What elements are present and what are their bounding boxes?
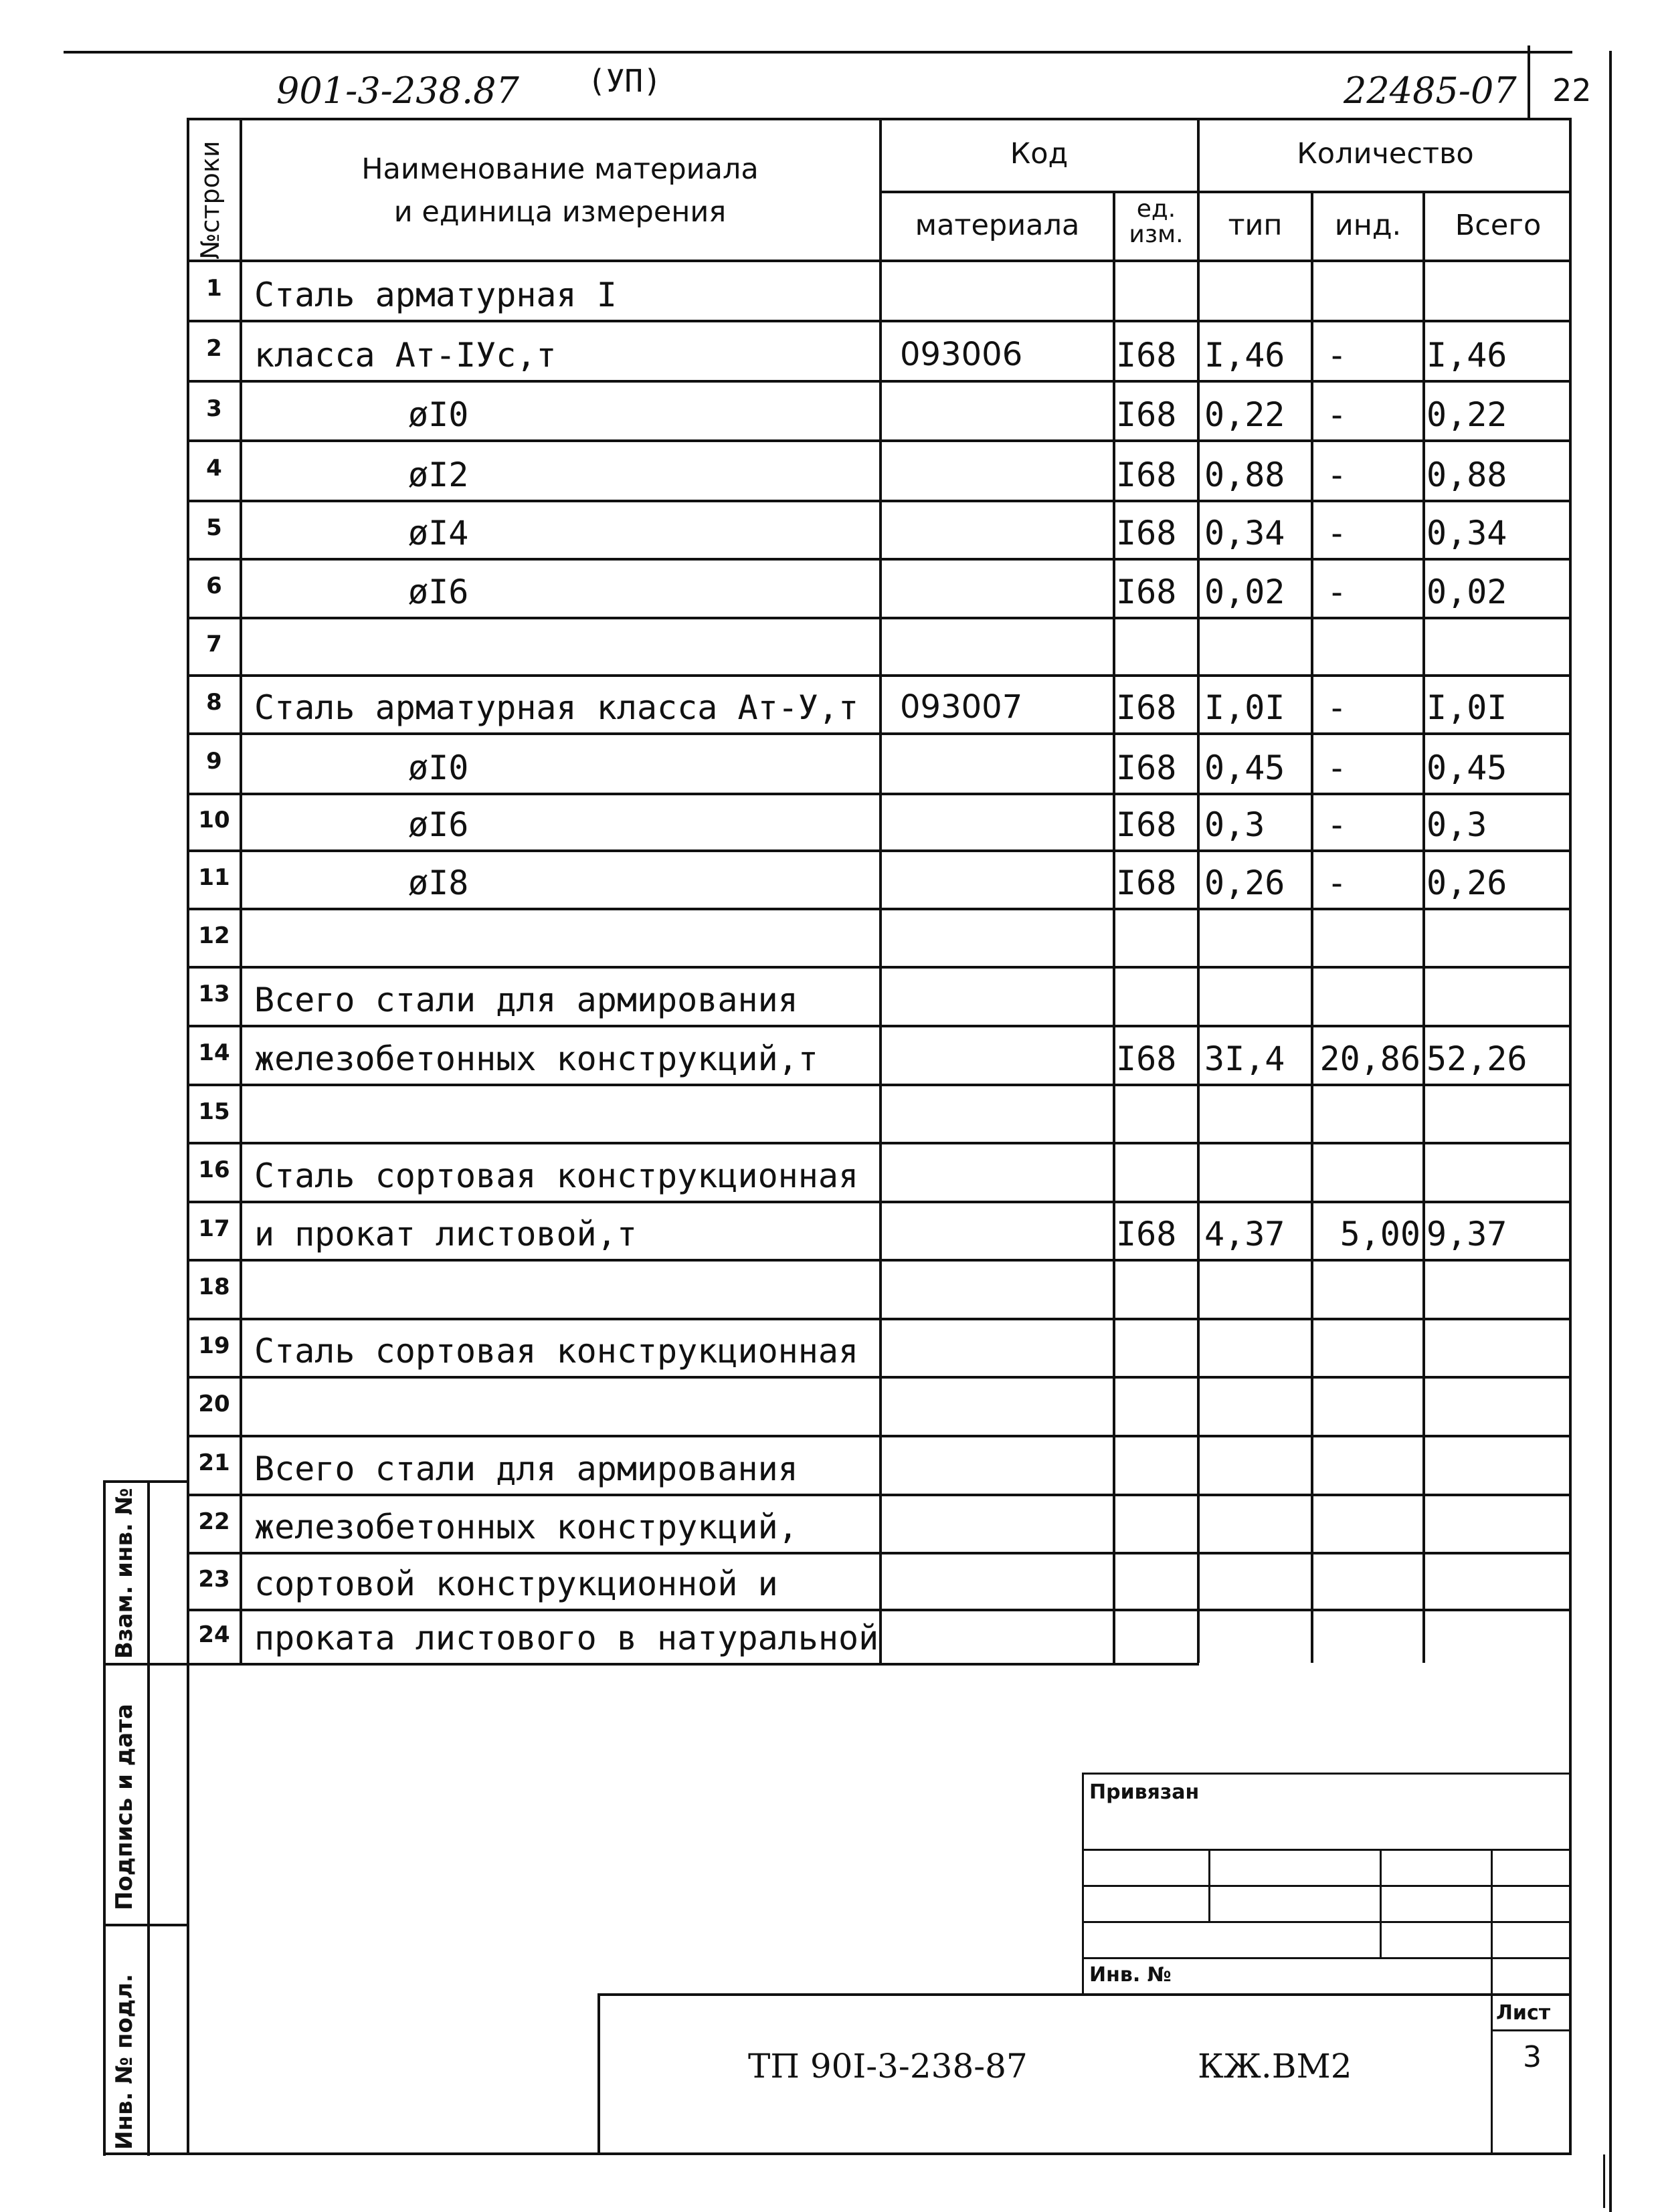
row-qty-ind: - bbox=[1327, 456, 1348, 494]
row-name: øI4 bbox=[408, 514, 469, 552]
header-qty-total: Всего bbox=[1455, 209, 1542, 242]
tb-doc-mark: КЖ.ВМ2 bbox=[1198, 2047, 1352, 2086]
row-line bbox=[187, 1435, 1572, 1437]
row-line bbox=[187, 849, 1572, 852]
row-name: сортовой конструкционной и bbox=[254, 1565, 778, 1603]
row-qty-total: 0,45 bbox=[1426, 748, 1507, 787]
row-unit-code: I68 bbox=[1116, 1215, 1177, 1253]
header-qty-ind: инд. bbox=[1334, 209, 1402, 242]
outer-right-line bbox=[1609, 51, 1612, 2212]
row-qty-type: 0,22 bbox=[1204, 395, 1285, 434]
row-qty-type: 0,02 bbox=[1204, 573, 1285, 611]
row-line bbox=[187, 1494, 1572, 1496]
row-number: 4 bbox=[206, 455, 222, 482]
row-qty-ind: - bbox=[1327, 748, 1348, 787]
row-number: 15 bbox=[198, 1098, 230, 1125]
row-name: и прокат листовой,т bbox=[254, 1215, 637, 1253]
col-divider-mat bbox=[1113, 191, 1115, 1663]
row-unit-code: I68 bbox=[1116, 336, 1177, 375]
row-qty-ind: - bbox=[1327, 514, 1348, 552]
row-name: øI6 bbox=[408, 805, 469, 844]
row-line bbox=[187, 500, 1572, 502]
row-line bbox=[187, 1318, 1572, 1320]
row-unit-code: I68 bbox=[1116, 864, 1177, 902]
tb-top-line bbox=[1082, 1773, 1572, 1775]
row-number: 2 bbox=[206, 335, 222, 362]
row-qty-total: 0,26 bbox=[1426, 864, 1507, 902]
row-line bbox=[187, 732, 1572, 735]
row-number: 7 bbox=[206, 631, 222, 658]
row-qty-type: 0,3 bbox=[1204, 805, 1265, 844]
tb-list-no: 3 bbox=[1523, 2040, 1542, 2074]
row-qty-total: 9,37 bbox=[1426, 1215, 1507, 1253]
row-qty-total: 0,3 bbox=[1426, 805, 1487, 844]
row-qty-type: 3I,4 bbox=[1204, 1039, 1285, 1078]
row-number: 11 bbox=[198, 864, 230, 891]
row-line bbox=[187, 908, 1572, 910]
row-material-code: 093007 bbox=[900, 688, 1023, 726]
row-unit-code: I68 bbox=[1116, 573, 1177, 611]
header-name-line1: Наименование материала bbox=[361, 153, 759, 186]
tb-inv-no: Инв. № bbox=[1089, 1963, 1172, 1987]
row-number: 8 bbox=[206, 688, 222, 716]
tb-vline-2 bbox=[1380, 1849, 1382, 1957]
row-line bbox=[187, 1663, 1199, 1666]
header-code-unit-1: ед. bbox=[1136, 195, 1176, 223]
row-line bbox=[187, 380, 1572, 383]
row-number: 1 bbox=[206, 275, 222, 302]
row-qty-type: 4,37 bbox=[1204, 1215, 1285, 1253]
row-number: 6 bbox=[206, 573, 222, 599]
header-code-unit-2: изм. bbox=[1129, 221, 1184, 248]
tb-line-4 bbox=[1082, 1957, 1572, 1959]
row-number: 22 bbox=[198, 1508, 230, 1535]
tb-list-line bbox=[1491, 2029, 1572, 2031]
tb-left-line bbox=[1082, 1773, 1084, 1993]
header-row-number: №строки bbox=[195, 140, 225, 260]
header-code: Код bbox=[1010, 137, 1069, 171]
sheet-no-divider bbox=[1528, 45, 1530, 118]
header-left-code: 901-3-238.87 bbox=[276, 70, 519, 112]
table-left-border bbox=[187, 118, 189, 2154]
row-name: øI6 bbox=[408, 573, 469, 611]
row-number: 24 bbox=[198, 1621, 230, 1648]
row-qty-ind: 20,86 bbox=[1319, 1039, 1420, 1078]
tb-privyazan: Привязан bbox=[1089, 1781, 1200, 1804]
row-qty-type: 0,88 bbox=[1204, 456, 1285, 494]
row-qty-total: 0,88 bbox=[1426, 456, 1507, 494]
stamp-top-line bbox=[103, 1480, 189, 1483]
header-sheet-no: 22 bbox=[1552, 72, 1592, 108]
row-line bbox=[187, 793, 1572, 795]
header-qty-type: тип bbox=[1228, 209, 1283, 242]
row-line bbox=[187, 617, 1572, 619]
row-line bbox=[187, 1259, 1572, 1262]
row-qty-type: I,46 bbox=[1204, 336, 1285, 375]
row-unit-code: I68 bbox=[1116, 456, 1177, 494]
row-material-code: 093006 bbox=[900, 336, 1023, 373]
row-number: 10 bbox=[198, 806, 230, 833]
row-line bbox=[187, 439, 1572, 442]
row-qty-ind: - bbox=[1327, 805, 1348, 844]
row-name: Всего стали для армирования bbox=[254, 1449, 798, 1488]
header-bottom-line bbox=[187, 260, 1572, 262]
header-name-line2: и единица измерения bbox=[393, 195, 727, 229]
row-number: 9 bbox=[206, 748, 222, 775]
col-divider-name bbox=[879, 118, 882, 1663]
row-line bbox=[187, 1376, 1572, 1379]
row-number: 12 bbox=[198, 922, 230, 949]
top-border bbox=[64, 51, 1572, 54]
row-qty-ind: - bbox=[1327, 864, 1348, 902]
row-name: проката листового в натуральной bbox=[254, 1619, 879, 1657]
row-name: Сталь арматурная класса Ат-У,т bbox=[254, 688, 859, 727]
row-qty-type: I,0I bbox=[1204, 688, 1285, 727]
tb-line-1 bbox=[1082, 1849, 1572, 1851]
row-name: класса Ат-IУс,т bbox=[254, 336, 557, 375]
tb-main-top bbox=[597, 1993, 1572, 1996]
side-label-inv-podl: Инв. № подл. bbox=[111, 1973, 138, 2150]
row-qty-ind: - bbox=[1327, 395, 1348, 434]
tb-line-2 bbox=[1082, 1885, 1572, 1887]
row-name: железобетонных конструкций, bbox=[254, 1508, 798, 1546]
row-line bbox=[187, 1084, 1572, 1086]
row-number: 5 bbox=[206, 514, 222, 541]
row-unit-code: I68 bbox=[1116, 805, 1177, 844]
tb-vline-1 bbox=[1208, 1849, 1210, 1921]
row-unit-code: I68 bbox=[1116, 514, 1177, 552]
row-name: øI0 bbox=[408, 395, 469, 434]
side-label-vzam: Взам. инв. № bbox=[111, 1488, 138, 1659]
tb-doc-code: ТП 90I-3-238-87 bbox=[748, 2047, 1028, 2086]
stamp-line-1 bbox=[103, 1663, 189, 1666]
tb-vline-3 bbox=[1491, 1849, 1493, 2152]
row-qty-ind: - bbox=[1327, 688, 1348, 727]
row-line bbox=[187, 320, 1572, 322]
row-number: 20 bbox=[198, 1391, 230, 1417]
row-number: 16 bbox=[198, 1157, 230, 1183]
side-label-podpis: Подпись и дата bbox=[111, 1704, 138, 1910]
row-line bbox=[187, 1142, 1572, 1144]
stamp-left-border bbox=[103, 1480, 106, 2156]
row-line bbox=[187, 966, 1572, 969]
row-unit-code: I68 bbox=[1116, 395, 1177, 434]
row-name: øI2 bbox=[408, 456, 469, 494]
tb-line-3 bbox=[1082, 1921, 1572, 1923]
row-qty-ind: 5,00 bbox=[1340, 1215, 1420, 1253]
row-line bbox=[187, 1552, 1572, 1554]
row-number: 21 bbox=[198, 1449, 230, 1476]
col-divider-rowno bbox=[240, 118, 242, 1663]
stamp-mid-border bbox=[147, 1480, 150, 2156]
row-qty-type: 0,26 bbox=[1204, 864, 1285, 902]
row-qty-type: 0,45 bbox=[1204, 748, 1285, 787]
bottom-border bbox=[103, 2152, 1572, 2155]
row-qty-type: 0,34 bbox=[1204, 514, 1285, 552]
row-line bbox=[187, 674, 1572, 677]
row-number: 17 bbox=[198, 1215, 230, 1242]
row-name: øI0 bbox=[408, 748, 469, 787]
header-quantity: Количество bbox=[1297, 137, 1474, 171]
header-code-material: материала bbox=[915, 209, 1080, 242]
row-line bbox=[187, 1609, 1572, 1611]
row-number: 19 bbox=[198, 1332, 230, 1359]
row-number: 14 bbox=[198, 1039, 230, 1066]
row-number: 18 bbox=[198, 1274, 230, 1300]
tb-main-left bbox=[597, 1993, 600, 2154]
row-line bbox=[187, 558, 1572, 561]
row-name: Всего стали для армирования bbox=[254, 981, 798, 1019]
row-name: Сталь арматурная I bbox=[254, 276, 617, 314]
header-left-suffix: (УП) bbox=[587, 63, 662, 99]
row-qty-ind: - bbox=[1327, 336, 1348, 375]
row-unit-code: I68 bbox=[1116, 748, 1177, 787]
header-mid-line bbox=[879, 191, 1572, 193]
row-qty-total: I,46 bbox=[1426, 336, 1507, 375]
row-name: Сталь сортовая конструкционная bbox=[254, 1157, 859, 1195]
stamp-line-2 bbox=[103, 1924, 189, 1926]
row-qty-total: I,0I bbox=[1426, 688, 1507, 727]
row-name: Сталь сортовая конструкционная bbox=[254, 1332, 859, 1371]
row-name: железобетонных конструкций,т bbox=[254, 1039, 818, 1078]
row-qty-ind: - bbox=[1327, 573, 1348, 611]
tb-list-label: Лист bbox=[1496, 2001, 1551, 2025]
row-qty-total: 52,26 bbox=[1426, 1039, 1528, 1078]
row-number: 13 bbox=[198, 981, 230, 1007]
row-number: 23 bbox=[198, 1565, 230, 1593]
row-unit-code: I68 bbox=[1116, 1039, 1177, 1078]
row-line bbox=[187, 1201, 1572, 1203]
row-name: øI8 bbox=[408, 864, 469, 902]
row-qty-total: 0,02 bbox=[1426, 573, 1507, 611]
row-unit-code: I68 bbox=[1116, 688, 1177, 727]
header-right-code: 22485-07 bbox=[1344, 70, 1517, 112]
col-divider-unit bbox=[1197, 118, 1200, 1663]
row-qty-total: 0,22 bbox=[1426, 395, 1507, 434]
right-edge-mark bbox=[1603, 2154, 1605, 2208]
row-qty-total: 0,34 bbox=[1426, 514, 1507, 552]
row-line bbox=[187, 1025, 1572, 1027]
row-number: 3 bbox=[206, 395, 222, 422]
